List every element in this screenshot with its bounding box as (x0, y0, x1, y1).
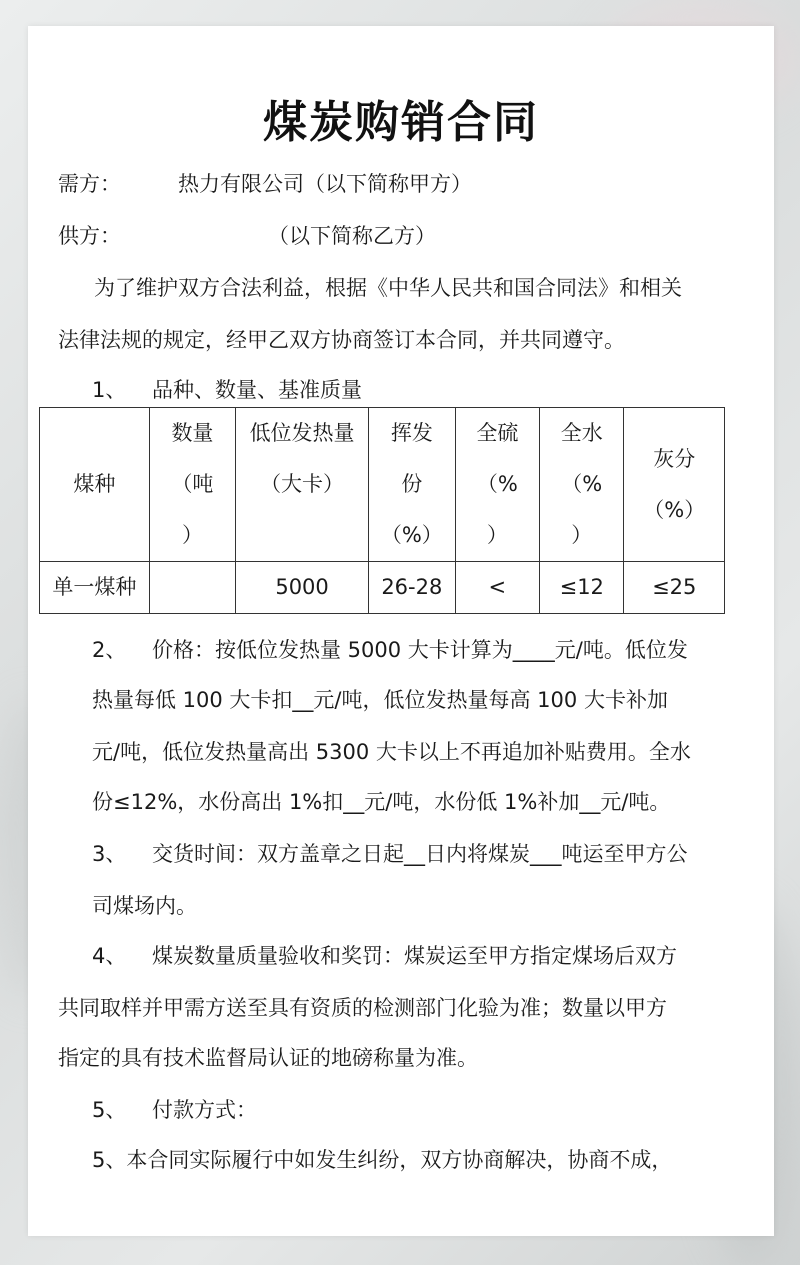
table-row (40, 562, 725, 614)
contract-page (28, 26, 774, 1236)
section-2-line-1: 价格：按低位发热量 5000 大卡计算为____元/吨。低位发 (152, 638, 688, 662)
section-2-line-3: 元/吨，低位发热量高出 5300 大卡以上不再追加补贴费用。全水 (92, 740, 691, 764)
section-4-line-2: 共同取样并甲需方送至具有资质的检测部门化验为准；数量以甲方 (58, 996, 667, 1020)
section-2-line-2: 热量每低 100 大卡扣__元/吨，低位发热量每高 100 大卡补加 (92, 688, 668, 712)
header-text: （%） (380, 523, 443, 547)
header-cell-coal-type (40, 408, 150, 562)
header-text: 低位发热量 (249, 421, 355, 445)
table-header-row (40, 408, 725, 562)
cell-volatile: 26-28 (369, 562, 456, 614)
header-cell-moisture (540, 408, 624, 562)
cell-coal-type: 单一煤种 (40, 562, 150, 614)
header-text: （% (561, 472, 603, 496)
header-text: （%） (643, 497, 706, 522)
section-3-number: 3、 (92, 842, 127, 866)
cell-moisture: ≤12 (540, 562, 624, 614)
cell-sulfur: < (455, 562, 539, 614)
section-3-line-1: 交货时间：双方盖章之日起__日内将煤炭___吨运至甲方公 (152, 842, 688, 866)
header-text: ） (181, 523, 203, 547)
section-5-number: 5、 (92, 1098, 127, 1122)
intro-line-2: 法律法规的规定，经甲乙双方协商签订本合同，并共同遵守。 (58, 328, 625, 352)
cell-calorific: 5000 (236, 562, 369, 614)
section-1-number: 1、 (92, 378, 127, 402)
section-4-line-3: 指定的具有技术监督局认证的地磅称量为准。 (58, 1046, 478, 1070)
header-text: 全硫 (476, 421, 519, 445)
header-cell-volatile (369, 408, 456, 562)
header-text: ） (571, 523, 593, 547)
section-2-number: 2、 (92, 638, 127, 662)
seller-label: 供方： (58, 224, 121, 248)
section-6-line-1: 5、本合同实际履行中如发生纠纷，双方协商解决，协商不成， (92, 1148, 673, 1172)
section-2-line-4: 份≤12%，水份高出 1%扣__元/吨，水份低 1%补加__元/吨。 (92, 790, 671, 814)
section-5-title: 付款方式： (152, 1098, 257, 1122)
header-cell-quantity (149, 408, 235, 562)
section-4-line-1: 煤炭数量质量验收和奖罚：煤炭运至甲方指定煤场后双方 (152, 944, 677, 968)
header-text: （吨 (171, 472, 214, 496)
header-cell-calorific (236, 408, 369, 562)
header-text: ） (486, 523, 508, 547)
document-title: 煤炭购销合同 (263, 97, 539, 148)
buyer-label: 需方： (58, 172, 121, 196)
buyer-value: 热力有限公司（以下简称甲方） (178, 172, 472, 196)
header-text: 灰分 (653, 446, 696, 471)
cell-quantity (149, 562, 235, 614)
header-text: 全水 (560, 421, 603, 445)
intro-line-1: 为了维护双方合法利益，根据《中华人民共和国合同法》和相关 (94, 276, 682, 300)
header-text: 份 (401, 472, 423, 496)
header-text: （大卡） (260, 472, 345, 496)
cell-ash: ≤25 (624, 562, 725, 614)
coal-spec-table (39, 407, 725, 614)
header-cell-sulfur (455, 408, 539, 562)
header-text: 煤种 (73, 472, 116, 496)
header-cell-ash (624, 408, 725, 562)
section-4-number: 4、 (92, 944, 127, 968)
section-3-line-2: 司煤场内。 (92, 894, 197, 918)
header-text: 挥发 (390, 421, 433, 445)
header-text: （% (476, 472, 518, 496)
header-text: 数量 (171, 421, 214, 445)
section-1-title: 品种、数量、基准质量 (152, 378, 362, 402)
seller-value: （以下简称乙方） (268, 224, 436, 248)
